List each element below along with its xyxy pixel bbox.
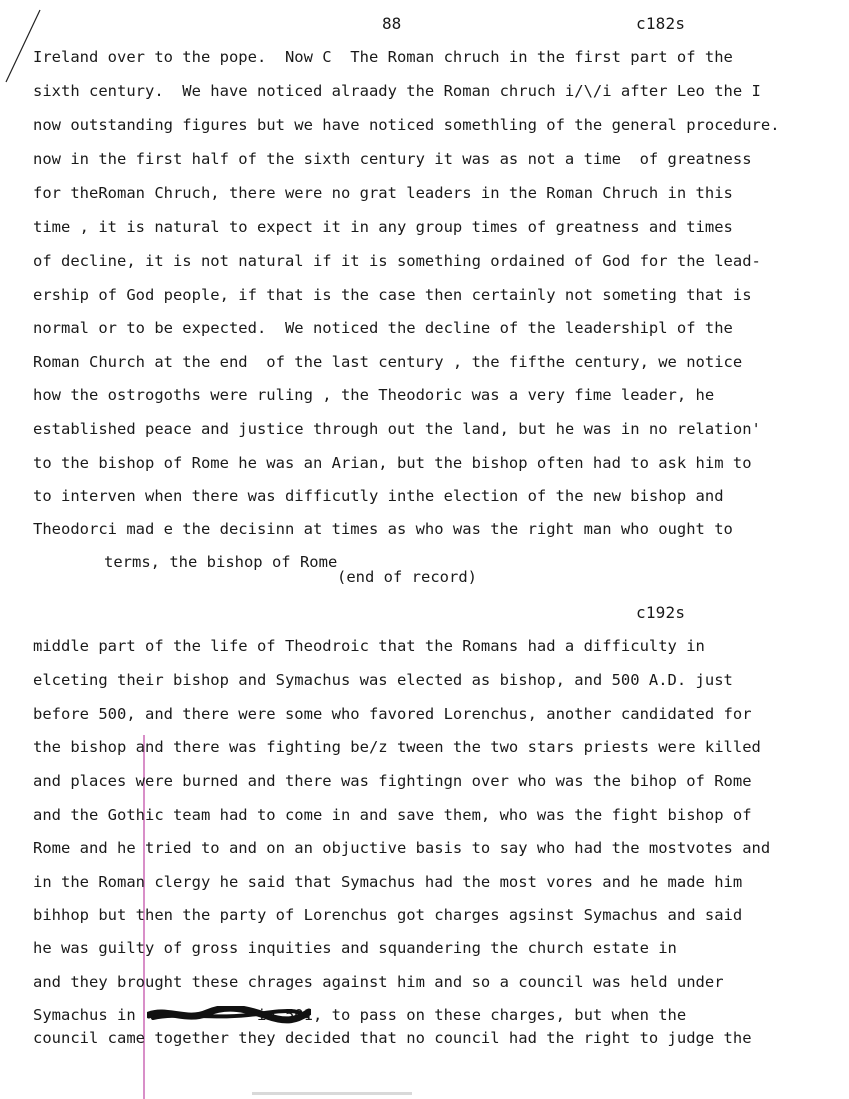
text-line: sixth century. We have noticed alraady the Roman chruch i/\/i after Leo the I <box>33 82 761 100</box>
text-line: ership of God people, if that is the case then certainly not someting that is <box>33 286 752 304</box>
text-line: of decline, it is not natural if it is something ordained of God for the lead- <box>33 252 761 270</box>
text-line: time , it is natural to expect it in any group times of greatness and times <box>33 218 733 236</box>
text-line: to interven when there was difficutly inthe election of the new bishop and <box>33 487 724 505</box>
text-line: he was guilty of gross inquities and squandering the church estate in <box>33 939 677 957</box>
text-line: Theodorci mad e the decisinn at times as who was the right man who ought to <box>33 520 733 538</box>
text-line: before 500, and there were some who favored Lorenchus, another candidated for <box>33 705 752 723</box>
text-line: bihhop but then the party of Lorenchus got charges agsinst Symachus and said <box>33 906 743 924</box>
scan-artifact <box>252 1092 412 1095</box>
text-line: middle part of the life of Theodroic that the Romans had a difficulty in <box>33 637 705 655</box>
text-line: the bishop and there was fighting be/z tween the two stars priests were killed <box>33 738 761 756</box>
margin-pen-stroke <box>0 0 60 90</box>
text-line: established peace and justice through out the land, but he was in no relation' <box>33 420 761 438</box>
redaction-scribble <box>147 1006 311 1024</box>
text-line: and the Gothic team had to come in and save them, who was the fight bishop of <box>33 806 752 824</box>
text-line: to the bishop of Rome he was an Arian, but the bishop often had to ask him to <box>33 454 752 472</box>
text-line: elceting their bishop and Symachus was elected as bishop, and 500 A.D. just <box>33 671 733 689</box>
text-line: now in the first half of the sixth century it was as not a time of greatness <box>33 150 752 168</box>
text-line: for theRoman Chruch, there were no grat leaders in the Roman Chruch in this <box>33 184 733 202</box>
end-of-record-note: (end of record) <box>337 568 477 586</box>
text-line: now outstanding figures but we have noticed somethling of the general procedure. <box>33 116 780 134</box>
text-line: in the Roman clergy he said that Symachus had the most vores and he made him <box>33 873 743 891</box>
text-line: Ireland over to the pope. Now C The Roman chruch in the first part of the <box>33 48 733 66</box>
text-line: council came together they decided that no council had the right to judge the <box>33 1029 752 1047</box>
record-code-top: c182s <box>636 14 686 33</box>
page-number: 88 <box>382 14 402 33</box>
text-line: Roman Church at the end of the last century , the fifthe century, we notice <box>33 353 743 371</box>
record-code-second: c192s <box>636 603 686 622</box>
text-line: terms, the bishop of Rome <box>104 553 338 571</box>
text-line: and they brought these chrages against him and so a council was held under <box>33 973 724 991</box>
text-line: Rome and he tried to and on an objuctive basis to say who had the mostvotes and <box>33 839 771 857</box>
text-line: how the ostrogoths were ruling , the Theodoric was a very fime leader, he <box>33 386 715 404</box>
text-line: Symachus in in 501, to pass on these charges, but when the <box>33 1006 687 1024</box>
text-line: normal or to be expected. We noticed the decline of the leadershipl of the <box>33 319 733 337</box>
text-line: and places were burned and there was fightingn over who was the bihop of Rome <box>33 772 752 790</box>
